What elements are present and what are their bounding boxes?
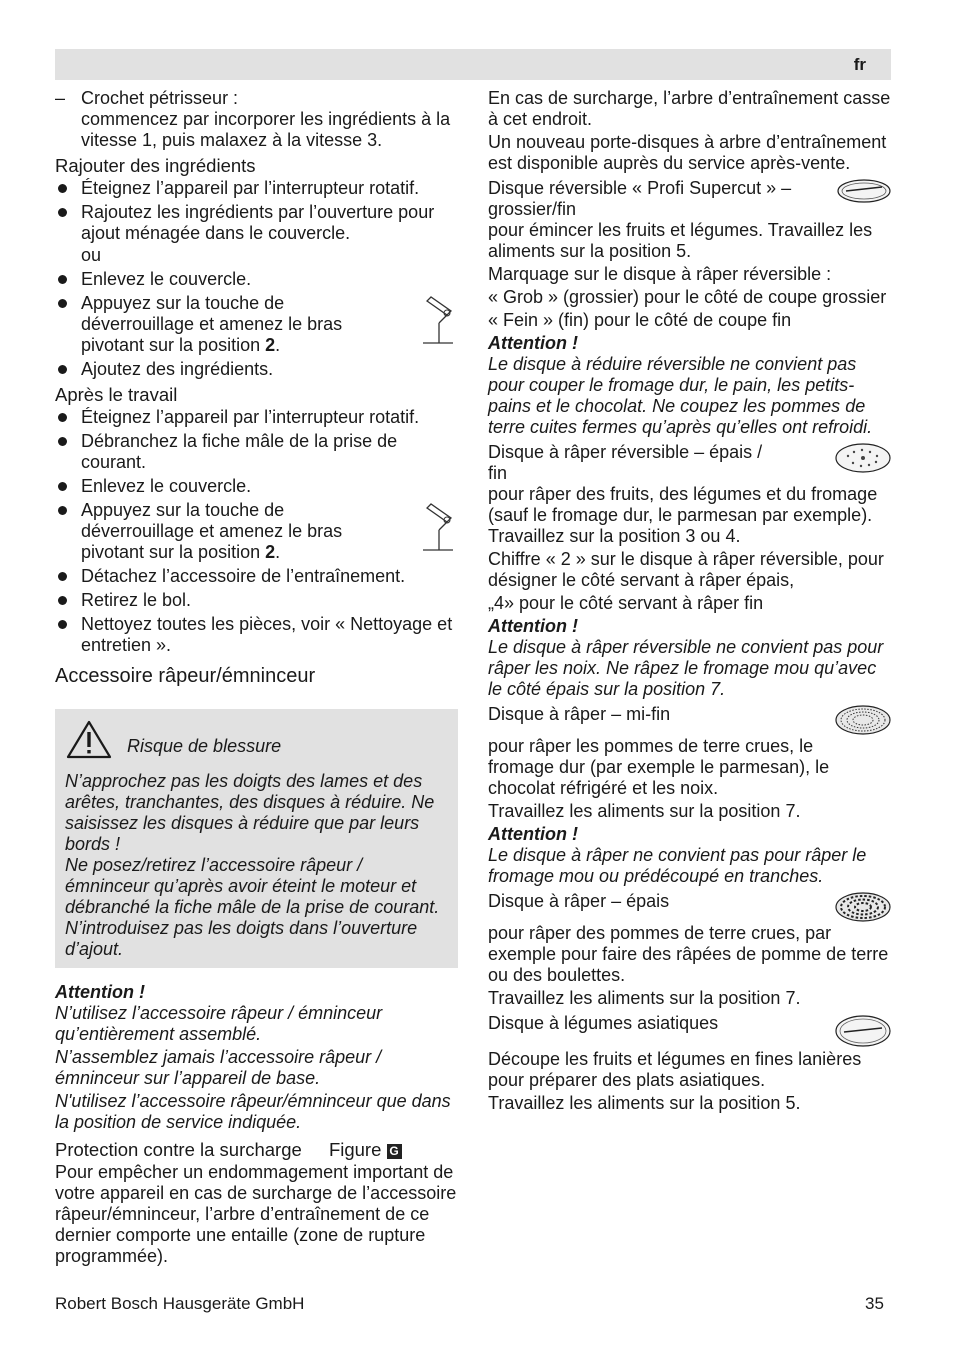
attention-label: Attention ! <box>488 616 578 636</box>
list-item: Détachez l’accessoire de l’entraînement. <box>55 566 457 587</box>
list-item: Enlevez le couvercle. <box>55 476 457 497</box>
after-list <box>55 407 457 656</box>
disc-coarse-grater <box>488 891 892 923</box>
attention-text-2: N’assemblez jamais l’accessoire râpeur / émninceur sur l’appareil de base. <box>55 1047 382 1088</box>
disc-supercut-grob: « Grob » (grossier) pour le côté de coupe grossier <box>488 287 887 307</box>
list-item: Appuyez sur la touche de déverrouillage et amenez le bras pivotant sur la position 2. <box>55 293 457 356</box>
add-heading: Rajouter des ingrédients <box>55 155 256 176</box>
add-list <box>55 178 457 380</box>
warning-text-2: Ne posez/retirez l’accessoire râpeur / émninceur qu’après avoir éteint le moteur et débranché la fiche mâle de la prise de courant. N’introduisez pas les doigts dans l’ouverture d’ajout. <box>65 855 440 959</box>
mixer-arm-icon <box>417 293 457 345</box>
list-item: Ajoutez des ingrédients. <box>55 359 457 380</box>
position-number: 2 <box>265 335 276 355</box>
service-text: Un nouveau porte-disques à arbre d’entraînement est disponible auprès du service après-vente. <box>488 132 887 173</box>
position-number: 2 <box>265 542 276 562</box>
disc-reversible-text: pour râper des fruits, des légumes et du fromage (sauf le fromage dur, le parmesan par exemple). Travaillez sur la position 3 ou 4. <box>488 484 878 546</box>
mixer-arm-icon <box>417 500 457 552</box>
disc-medium-text: pour râper les pommes de terre crues, le fromage dur (par exemple le parmesan), le chocolat réfrigéré et les noix. <box>488 736 830 798</box>
disc-asian-position: Travaillez les aliments sur la position 5. <box>488 1093 801 1113</box>
intro-item <box>55 88 457 151</box>
grating-disc-icon <box>834 442 892 474</box>
disc-medium-title: Disque à râper – mi-fin <box>488 704 671 724</box>
disc-reversible-four: „4» pour le côté servant à râper fin <box>488 593 764 613</box>
language-label: fr <box>853 55 866 74</box>
disc-asian-text: Découpe les fruits et légumes en fines lanières pour préparer des plats asiatiques. <box>488 1049 862 1090</box>
unlock-text: Appuyez sur la touche de déverrouillage et amenez le bras pivotant sur la position <box>81 500 343 562</box>
attention-label: Attention ! <box>55 982 145 1002</box>
attention-label: Attention ! <box>488 824 578 844</box>
disc-reversible-attention: Le disque à râper réversible ne convient pas pour râper les noix. Ne râpez le fromage mou qu’avec le côté épais sur la position 7. <box>488 637 884 699</box>
medium-grating-disc-icon <box>834 704 892 736</box>
disc-supercut-title: Disque réversible « Profi Supercut » – grossier/fin <box>488 178 792 219</box>
header-bar <box>55 49 891 80</box>
protect-text: Pour empêcher un endommagement important de votre appareil en cas de surcharge de l’accessoire râpeur/émninceur, l’arbre d’entraînement de ce dernier comporte une entaille (zone de rupture programmée). <box>55 1162 457 1266</box>
list-item: Éteignez l’appareil par l’interrupteur rotatif. <box>55 407 457 428</box>
list-item-or: ou <box>81 245 102 265</box>
after-heading: Après le travail <box>55 384 178 405</box>
disc-reversible-chiffre: Chiffre « 2 » sur le disque à râper réversible, pour désigner le côté servant à râper épais, <box>488 549 884 590</box>
figure-label: Figure <box>328 1139 382 1160</box>
warning-title: Risque de blessure <box>127 735 282 756</box>
intro-text: commencez par incorporer les ingrédients à la vitesse 1, puis malaxez à la vitesse 3. <box>81 109 451 150</box>
figure-letter: G <box>387 1144 402 1159</box>
disc-supercut-attention: Le disque à réduire réversible ne convient pas pour couper le fromage dur, le pain, les petits-pains et le chocolat. Ne coupez les pommes de terre cuites fermes qu’après qu’elles ont refroidi. <box>488 354 873 437</box>
section-title: Accessoire râpeur/émninceur <box>55 665 316 687</box>
right-column <box>488 88 892 1116</box>
disc-supercut-marking: Marquage sur le disque à râper réversible : <box>488 264 832 284</box>
intro-dash-title: – Crochet pétrisseur : <box>81 88 239 108</box>
coarse-grating-disc-icon <box>834 891 892 923</box>
page-number: 35 <box>865 1294 884 1313</box>
disc-reversible-grater <box>488 442 892 484</box>
attention-text-1: N’utilisez l’accessoire râpeur / émninceur qu’entièrement assemblé. <box>55 1003 383 1044</box>
overload-text: En cas de surcharge, l’arbre d’entraînement casse à cet endroit. <box>488 88 891 129</box>
left-column <box>55 88 457 1269</box>
slicing-disc-icon <box>836 178 892 204</box>
list-item: Rajoutez les ingrédients par l’ouverture pour ajout ménagée dans le couvercle. <box>55 202 457 244</box>
disc-medium-grater <box>488 704 892 736</box>
disc-coarse-text: pour râper des pommes de terre crues, par exemple pour faire des râpées de pomme de terre ou des boulettes. <box>488 923 889 985</box>
unlock-text: Appuyez sur la touche de déverrouillage et amenez le bras pivotant sur la position <box>81 293 343 355</box>
list-item: Débranchez la fiche mâle de la prise de courant. <box>55 431 457 473</box>
disc-asian-title: Disque à légumes asiatiques <box>488 1013 719 1033</box>
list-item: Enlevez le couvercle. <box>55 269 457 290</box>
asian-vegetable-disc-icon <box>834 1013 892 1049</box>
disc-asian <box>488 1013 892 1049</box>
disc-medium-attention: Le disque à râper ne convient pas pour râper le fromage mou ou prédécoupé en tranches. <box>488 845 867 886</box>
attention-label: Attention ! <box>488 333 578 353</box>
disc-coarse-title: Disque à râper – épais <box>488 891 670 911</box>
warning-box <box>55 709 458 968</box>
warning-triangle-icon <box>65 719 113 759</box>
list-item: Éteignez l’appareil par l’interrupteur rotatif. <box>55 178 457 199</box>
list-item: Retirez le bol. <box>55 590 457 611</box>
warning-text-1: N’approchez pas les doigts des lames et des arêtes, tranchantes, des disques à réduire. Ne saisissez les disques à réduire que par leurs bords ! <box>65 771 435 854</box>
footer-company: Robert Bosch Hausgeräte GmbH <box>55 1294 305 1313</box>
attention-text-3: N'utilisez l’accessoire râpeur/émninceur que dans la position de service indiquée. <box>55 1091 451 1132</box>
list-item: Nettoyez toutes les pièces, voir « Nettoyage et entretien ». <box>55 614 457 656</box>
disc-reversible-title: Disque à râper réversible – épais / fin <box>488 442 763 483</box>
disc-supercut <box>488 178 892 220</box>
disc-medium-position: Travaillez les aliments sur la position 7. <box>488 801 801 821</box>
protect-heading-text: Protection contre la surcharge <box>55 1139 302 1160</box>
disc-supercut-text: pour émincer les fruits et légumes. Travaillez les aliments sur la position 5. <box>488 220 873 261</box>
protect-heading <box>55 1139 457 1160</box>
list-item: Appuyez sur la touche de déverrouillage et amenez le bras pivotant sur la position 2. <box>55 500 457 563</box>
disc-coarse-position: Travaillez les aliments sur la position 7. <box>488 988 801 1008</box>
disc-supercut-fein: « Fein » (fin) pour le côté de coupe fin <box>488 310 792 330</box>
